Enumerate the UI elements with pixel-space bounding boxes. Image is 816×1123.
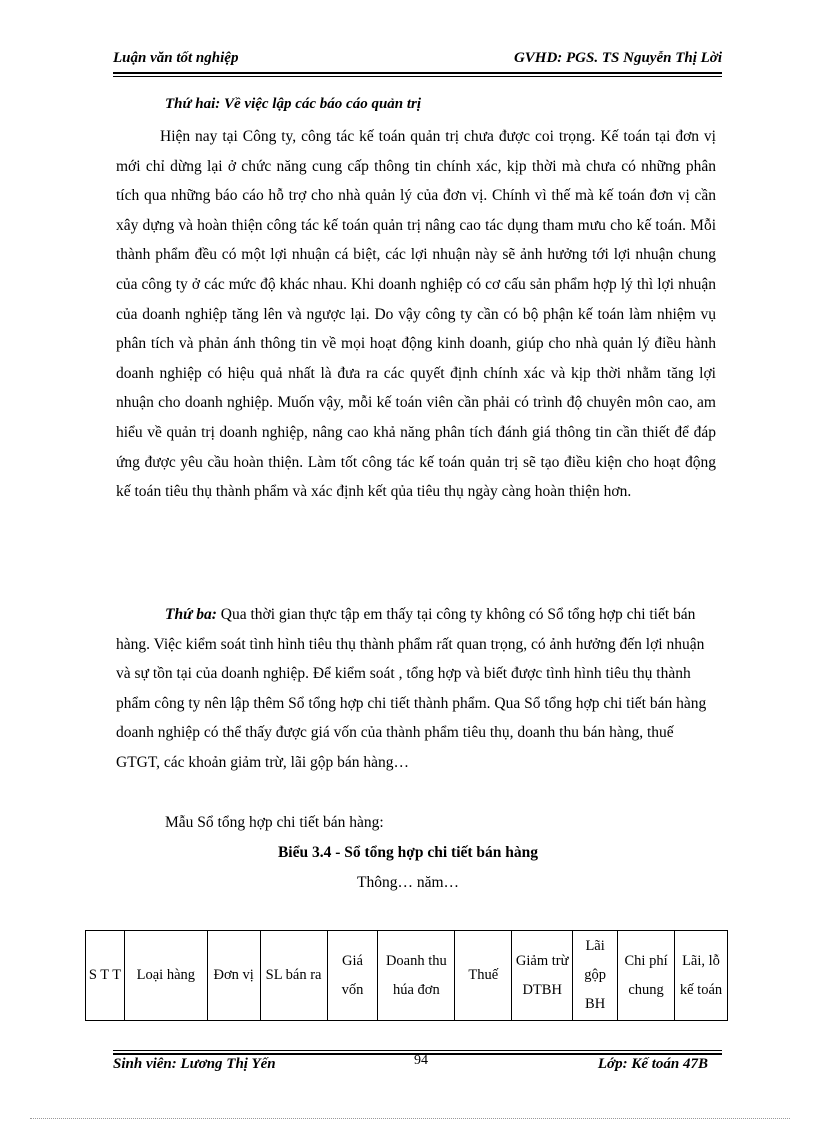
footer-student: Sinh viên: Lương Thị Yến: [113, 1056, 276, 1072]
col-unit: Đơn vị: [207, 931, 260, 1021]
page-number: 94: [414, 1053, 428, 1068]
sales-summary-table: [85, 930, 728, 1021]
col-stt: S T T: [86, 931, 125, 1021]
header-thesis-title: Luận văn tốt nghiệp: [113, 50, 239, 66]
table-subtitle: Thông… năm…: [356, 874, 460, 891]
col-tax: Thuế: [455, 931, 512, 1021]
paragraph-management-reports: Hiện nay tại Công ty, công tác kế toán quản trị chưa được coi trọng. Kế toán tại đơn vị mới chỉ dừng lại ở chức năng cung cấp thông tin chính xác, kịp thời mà chưa có những phân tích qua những báo cáo hỗ trợ cho nhà quản lý của đơn vị. Chính vì thế mà kế toán đơn vị cần xây dựng và hoàn thiện công tác kế toán quản trị nâng cao tác dụng tham mưu cho kế toán. Mỗi thành phẩm đều có một lợi nhuận cá biệt, các lợi nhuận này sẽ ảnh hưởng tới lợi nhuận chung của công ty ở các mức độ khác nhau. Khi doanh nghiệp có cơ cấu sản phẩm hợp lý thì lợi nhuận của doanh nghiệp tăng lên và ngược lại. Do vậy công ty cần có bộ phận kế toán làm nhiệm vụ phân tích và phản ánh thông tin về mọi hoạt động kinh doanh, giúp cho nhà quản lý điều hành doanh nghiệp có hiệu quả nhất là đưa ra các quyết định chính xác và kịp thời nhằm tăng lợi nhuận cho doanh nghiệp. Muốn vậy, mỗi kế toán viên cần phải có trình độ chuyên môn cao, am hiểu về quản trị doanh nghiệp, nâng cao khả năng phân tích đánh giá thông tin cần thiết để đáp ứng được yêu cầu hoàn thiện. Làm tốt công tác kế toán quản trị sẽ tạo điều kiện cho hoạt động kế toán tiêu thụ thành phẩm và xác định kết qủa tiêu thụ ngày càng hoàn thiện hơn.: [116, 128, 716, 501]
col-revenue-deductions: Giảm trừ DTBH: [512, 931, 573, 1021]
table-intro: Mẫu Sổ tổng hợp chi tiết bán hàng:: [165, 814, 384, 831]
col-item-type: Loại hàng: [124, 931, 207, 1021]
page-header: [113, 50, 722, 74]
table-header-row: [86, 931, 728, 1021]
col-cost: Giá vốn: [327, 931, 378, 1021]
paragraph-body: Qua thời gian thực tập em thấy tại công ty không có Sổ tổng hợp chi tiết bán hàng. Việc kiểm soát tình hình tiêu thụ thành phẩm rất quan trọng, có ảnh hưởng đến lợi nhuận và sự tồn tại của doanh nghiệp. Để kiểm soát , tổng hợp và biết được tình hình tiêu thụ thành phẩm công ty nên lập thêm Sổ tổng hợp chi tiết thành phẩm. Qua Sổ tổng hợp chi tiết bán hàng doanh nghiệp có thể thấy được giá vốn của thành phẩm tiêu thụ, doanh thu bán hàng, thuế GTGT, các khoản giảm trừ, lãi gộp bán hàng…: [116, 606, 707, 771]
paragraph-lead: Thứ ba:: [165, 606, 217, 623]
col-accounting-profit: Lãi, lỗ kế toán: [675, 931, 728, 1021]
col-quantity-sold: SL bán ra: [260, 931, 327, 1021]
section-heading: Thứ hai: Về việc lập các báo cáo quản trị: [165, 96, 422, 112]
header-rule: [113, 72, 722, 77]
header-supervisor: GVHD: PGS. TS Nguyễn Thị Lời: [513, 50, 722, 66]
table-title: Biểu 3.4 - Sổ tổng hợp chi tiết bán hàng: [277, 844, 539, 861]
footer-class: Lớp: Kế toán 47B: [597, 1056, 708, 1072]
page-edge-divider: [30, 1118, 790, 1119]
col-gross-profit: Lãi gộp BH: [573, 931, 618, 1021]
paragraph-sales-ledger: [116, 600, 708, 778]
col-overhead: Chi phí chung: [618, 931, 675, 1021]
col-invoice-revenue: Doanh thu húa đơn: [378, 931, 455, 1021]
